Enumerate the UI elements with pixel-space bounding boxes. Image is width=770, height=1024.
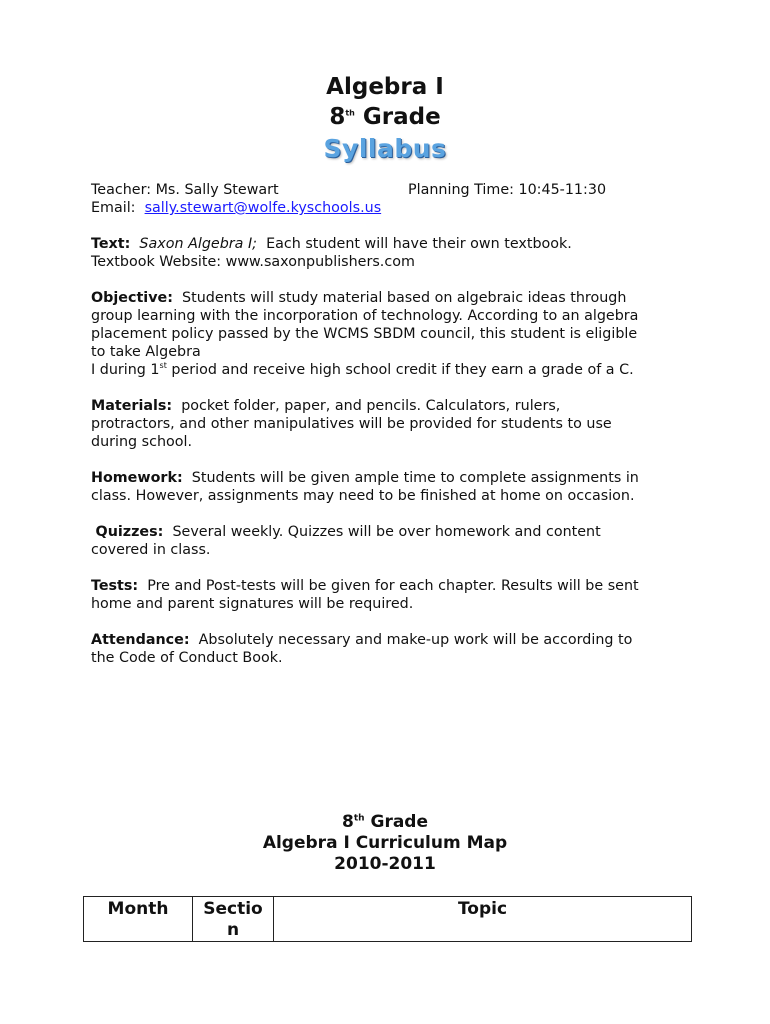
grade-heading: 8th Grade bbox=[329, 104, 441, 130]
objective-section bbox=[91, 289, 691, 379]
attendance-section bbox=[91, 631, 691, 667]
topic-column-header: Topic bbox=[274, 897, 692, 942]
attendance-line: the Code of Conduct Book. bbox=[91, 650, 283, 666]
homework-section bbox=[91, 469, 691, 505]
materials-line: during school. bbox=[91, 434, 193, 450]
section-column-header: Section bbox=[193, 897, 274, 942]
month-column-header: Month bbox=[84, 897, 193, 942]
syllabus-body bbox=[91, 181, 691, 685]
objective-line: to take Algebra bbox=[91, 344, 201, 360]
quizzes-label: Quizzes: bbox=[95, 524, 164, 540]
tests-line: Pre and Post-tests will be given for each chapter. Results will be sent bbox=[147, 578, 639, 594]
textbook-title: Saxon Algebra I; bbox=[139, 236, 257, 252]
homework-label: Homework: bbox=[91, 470, 183, 486]
objective-line: placement policy passed by the WCMS SBDM council, this student is eligible bbox=[91, 326, 638, 342]
map-title: Algebra I Curriculum Map bbox=[262, 833, 508, 853]
objective-line: group learning with the incorporation of technology. According to an algebra bbox=[91, 308, 639, 324]
tests-line: home and parent signatures will be required. bbox=[91, 596, 414, 612]
objective-line: Students will study material based on algebraic ideas through bbox=[182, 290, 627, 306]
materials-line: protractors, and other manipulatives will be provided for students to use bbox=[91, 416, 612, 432]
textbook-website: Textbook Website: www.saxonpublishers.com bbox=[91, 254, 415, 270]
title-block bbox=[0, 72, 770, 163]
materials-label: Materials: bbox=[91, 398, 173, 414]
tests-label: Tests: bbox=[91, 578, 139, 594]
attendance-line: Absolutely necessary and make-up work will be according to bbox=[198, 632, 633, 648]
homework-line: class. However, assignments may need to be finished at home on occasion. bbox=[91, 488, 635, 504]
curriculum-table bbox=[83, 896, 692, 942]
table-header-row bbox=[84, 897, 692, 942]
email-link[interactable]: sally.stewart@wolfe.kyschools.us bbox=[144, 200, 382, 216]
teacher-name: Teacher: Ms. Sally Stewart bbox=[91, 182, 279, 198]
objective-label: Objective: bbox=[91, 290, 173, 306]
quizzes-line: covered in class. bbox=[91, 542, 211, 558]
email-label: Email: bbox=[91, 200, 136, 216]
map-years: 2010-2011 bbox=[334, 854, 436, 874]
quizzes-line: Several weekly. Quizzes will be over homework and content bbox=[172, 524, 601, 540]
homework-line: Students will be given ample time to complete assignments in bbox=[191, 470, 639, 486]
course-title: Algebra I bbox=[326, 74, 444, 100]
syllabus-wordart: Syllabus bbox=[323, 134, 447, 163]
curriculum-map-heading bbox=[0, 812, 770, 875]
planning-time: Planning Time: 10:45-11:30 bbox=[408, 182, 607, 198]
text-section bbox=[91, 235, 691, 271]
map-grade: 8th Grade bbox=[342, 812, 428, 832]
teacher-row bbox=[91, 181, 691, 199]
attendance-label: Attendance: bbox=[91, 632, 190, 648]
materials-section bbox=[91, 397, 691, 451]
quizzes-section bbox=[91, 523, 691, 559]
text-label: Text: bbox=[91, 236, 131, 252]
tests-section bbox=[91, 577, 691, 613]
objective-line: I during 1st period and receive high school credit if they earn a grade of a C. bbox=[91, 361, 634, 378]
materials-line: pocket folder, paper, and pencils. Calculators, rulers, bbox=[181, 398, 561, 414]
email-row bbox=[91, 199, 691, 217]
textbook-note: Each student will have their own textbook. bbox=[266, 236, 572, 252]
